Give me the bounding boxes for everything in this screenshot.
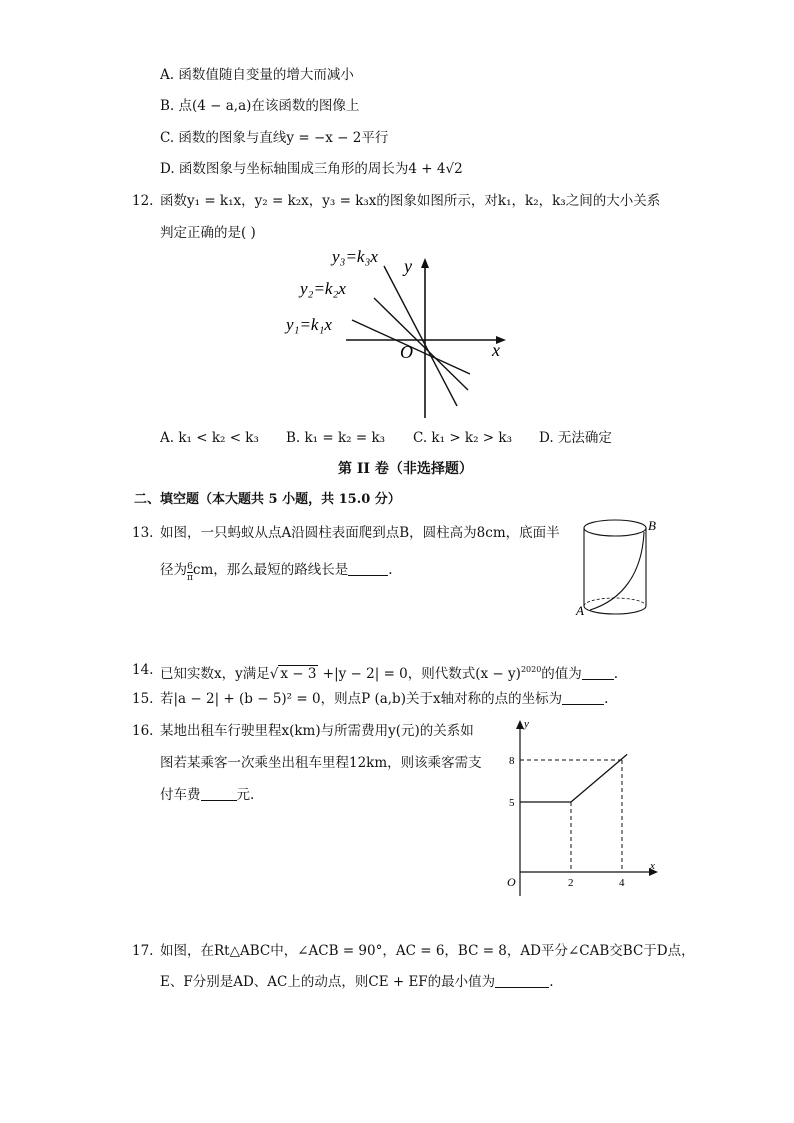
q14-exponent: 2020 (520, 665, 542, 674)
q13-cylinder-bottom (584, 606, 646, 614)
q15-text: 若|a − 2| + (b − 5)² = 0，则点P (a,b)关于x轴对称的点的坐标为 (160, 691, 563, 707)
q16-y-arrow-icon (516, 720, 524, 729)
q12-axis-y-label: y (404, 256, 412, 276)
q12-option-b: B. k₁ = k₂ = k₃ (286, 430, 386, 446)
q12-line-y2 (374, 298, 468, 390)
q14-text (160, 661, 618, 683)
q17-line2-a: E、F分别是AD、AC上的动点，则CE + EF的最小值为 (160, 974, 496, 990)
part2-title: 第 II 卷（非选择题） (338, 461, 473, 477)
q11-option-b: B. 点(4 − a,a)在该函数的图像上 (160, 98, 360, 114)
q16-origin-label: O (507, 875, 516, 889)
q16-number: 16. (132, 723, 154, 739)
q12-number: 12. (132, 193, 154, 209)
q12-line-y3 (384, 266, 457, 406)
q12-figure (280, 240, 510, 420)
q13-cylinder-top (584, 520, 646, 536)
q13-line2-a: 径为 (160, 562, 187, 578)
q11-option-d: D. 函数图象与坐标轴围成三角形的周长为4 + 4√2 (160, 161, 463, 177)
q12-axis-x-label: x (492, 340, 500, 360)
q12-label-y1: y₁=k₁x (286, 315, 332, 334)
q13-frac-den: π (187, 573, 193, 583)
q13-line2-b: cm，那么最短的路线长是 (192, 562, 349, 578)
q16-axis-y-label: y (524, 718, 529, 730)
q14-end: . (613, 666, 619, 682)
q16-axis-x-label: x (650, 860, 655, 872)
q16-answer-blank[interactable] (201, 786, 237, 801)
q11-option-c: C. 函数的图象与直线y = −x − 2平行 (160, 130, 389, 146)
q12-stem-line2: 判定正确的是( ) (160, 225, 256, 241)
q12-label-y2: y₂=k₂x (300, 279, 346, 298)
q16-line1: 某地出租车行驶里程x(km)与所需费用y(元)的关系如 (160, 723, 474, 739)
q12-label-y3: y₃=k₃x (332, 247, 378, 266)
q11-option-a: A. 函数值随自变量的增大而减小 (160, 67, 354, 83)
q17-line2-end: . (549, 974, 554, 990)
q16-series-line (520, 754, 627, 802)
q12-stem-line1: 函数y₁ = k₁x，y₂ = k₂x，y₃ = k₃x的图象如图所示，对k₁，k₂，k₃之间的大小关系 (160, 193, 661, 209)
q13-line2-end: . (388, 562, 393, 578)
q16-line3-a: 付车费 (160, 787, 201, 803)
q13-cylinder-bottom-back (584, 598, 646, 606)
q17-line2 (160, 973, 553, 991)
q14-sqrt-body: x − 3 (280, 666, 317, 682)
q15-answer-blank[interactable] (562, 690, 604, 705)
q17-answer-blank[interactable] (495, 973, 549, 988)
q15-end: . (604, 691, 609, 707)
q14-text-b: +|y − 2| = 0，则代数式(x − y) (318, 666, 521, 682)
q13-line2 (160, 561, 393, 583)
q13-label-a: A (576, 603, 584, 618)
q16-x-tick-label: 2 (568, 877, 574, 889)
q12-option-a: A. k₁ < k₂ < k₃ (160, 430, 259, 446)
q13-cylinder-figure (574, 510, 664, 620)
q16-chart (500, 712, 665, 897)
q16-line3 (160, 786, 254, 804)
q12-option-d: D. 无法确定 (539, 430, 612, 446)
q14-answer-blank[interactable] (582, 665, 614, 680)
section2-header: 二、填空题（本大题共 5 小题，共 15.0 分） (134, 492, 401, 507)
q15-text-line (160, 690, 608, 708)
q17-number: 17. (132, 943, 154, 959)
q14-text-a: 已知实数x，y满足 (160, 666, 270, 682)
q16-line3-b: 元. (236, 787, 255, 803)
q13-line1: 如图，一只蚂蚁从点A沿圆柱表面爬到点B，圆柱高为8cm，底面半 (160, 525, 560, 541)
q14-text-c: 的值为 (541, 666, 582, 682)
q12-origin-label: O (400, 342, 413, 362)
q12-option-c: C. k₁ > k₂ > k₃ (413, 430, 512, 446)
q16-y-tick-label: 5 (509, 797, 515, 809)
q16-line2: 图若某乘客一次乘坐出租车里程12km，则该乘客需支 (160, 755, 482, 771)
q15-number: 15. (132, 691, 154, 707)
q13-answer-blank[interactable] (348, 561, 388, 576)
q16-y-tick-label: 8 (509, 755, 515, 767)
q13-frac-num: 6 (187, 562, 193, 572)
q12-y-arrow-icon (421, 258, 429, 268)
q13-label-b: B (648, 518, 656, 533)
q14-sqrt-icon: √ (269, 666, 279, 682)
q14-number: 14. (132, 662, 154, 678)
q16-x-tick-label: 4 (619, 877, 625, 889)
q13-number: 13. (132, 525, 154, 541)
q17-line1: 如图，在Rt△ABC中，∠ACB = 90°，AC = 6，BC = 8，AD平分∠CAB交BC于D点， (160, 943, 695, 959)
